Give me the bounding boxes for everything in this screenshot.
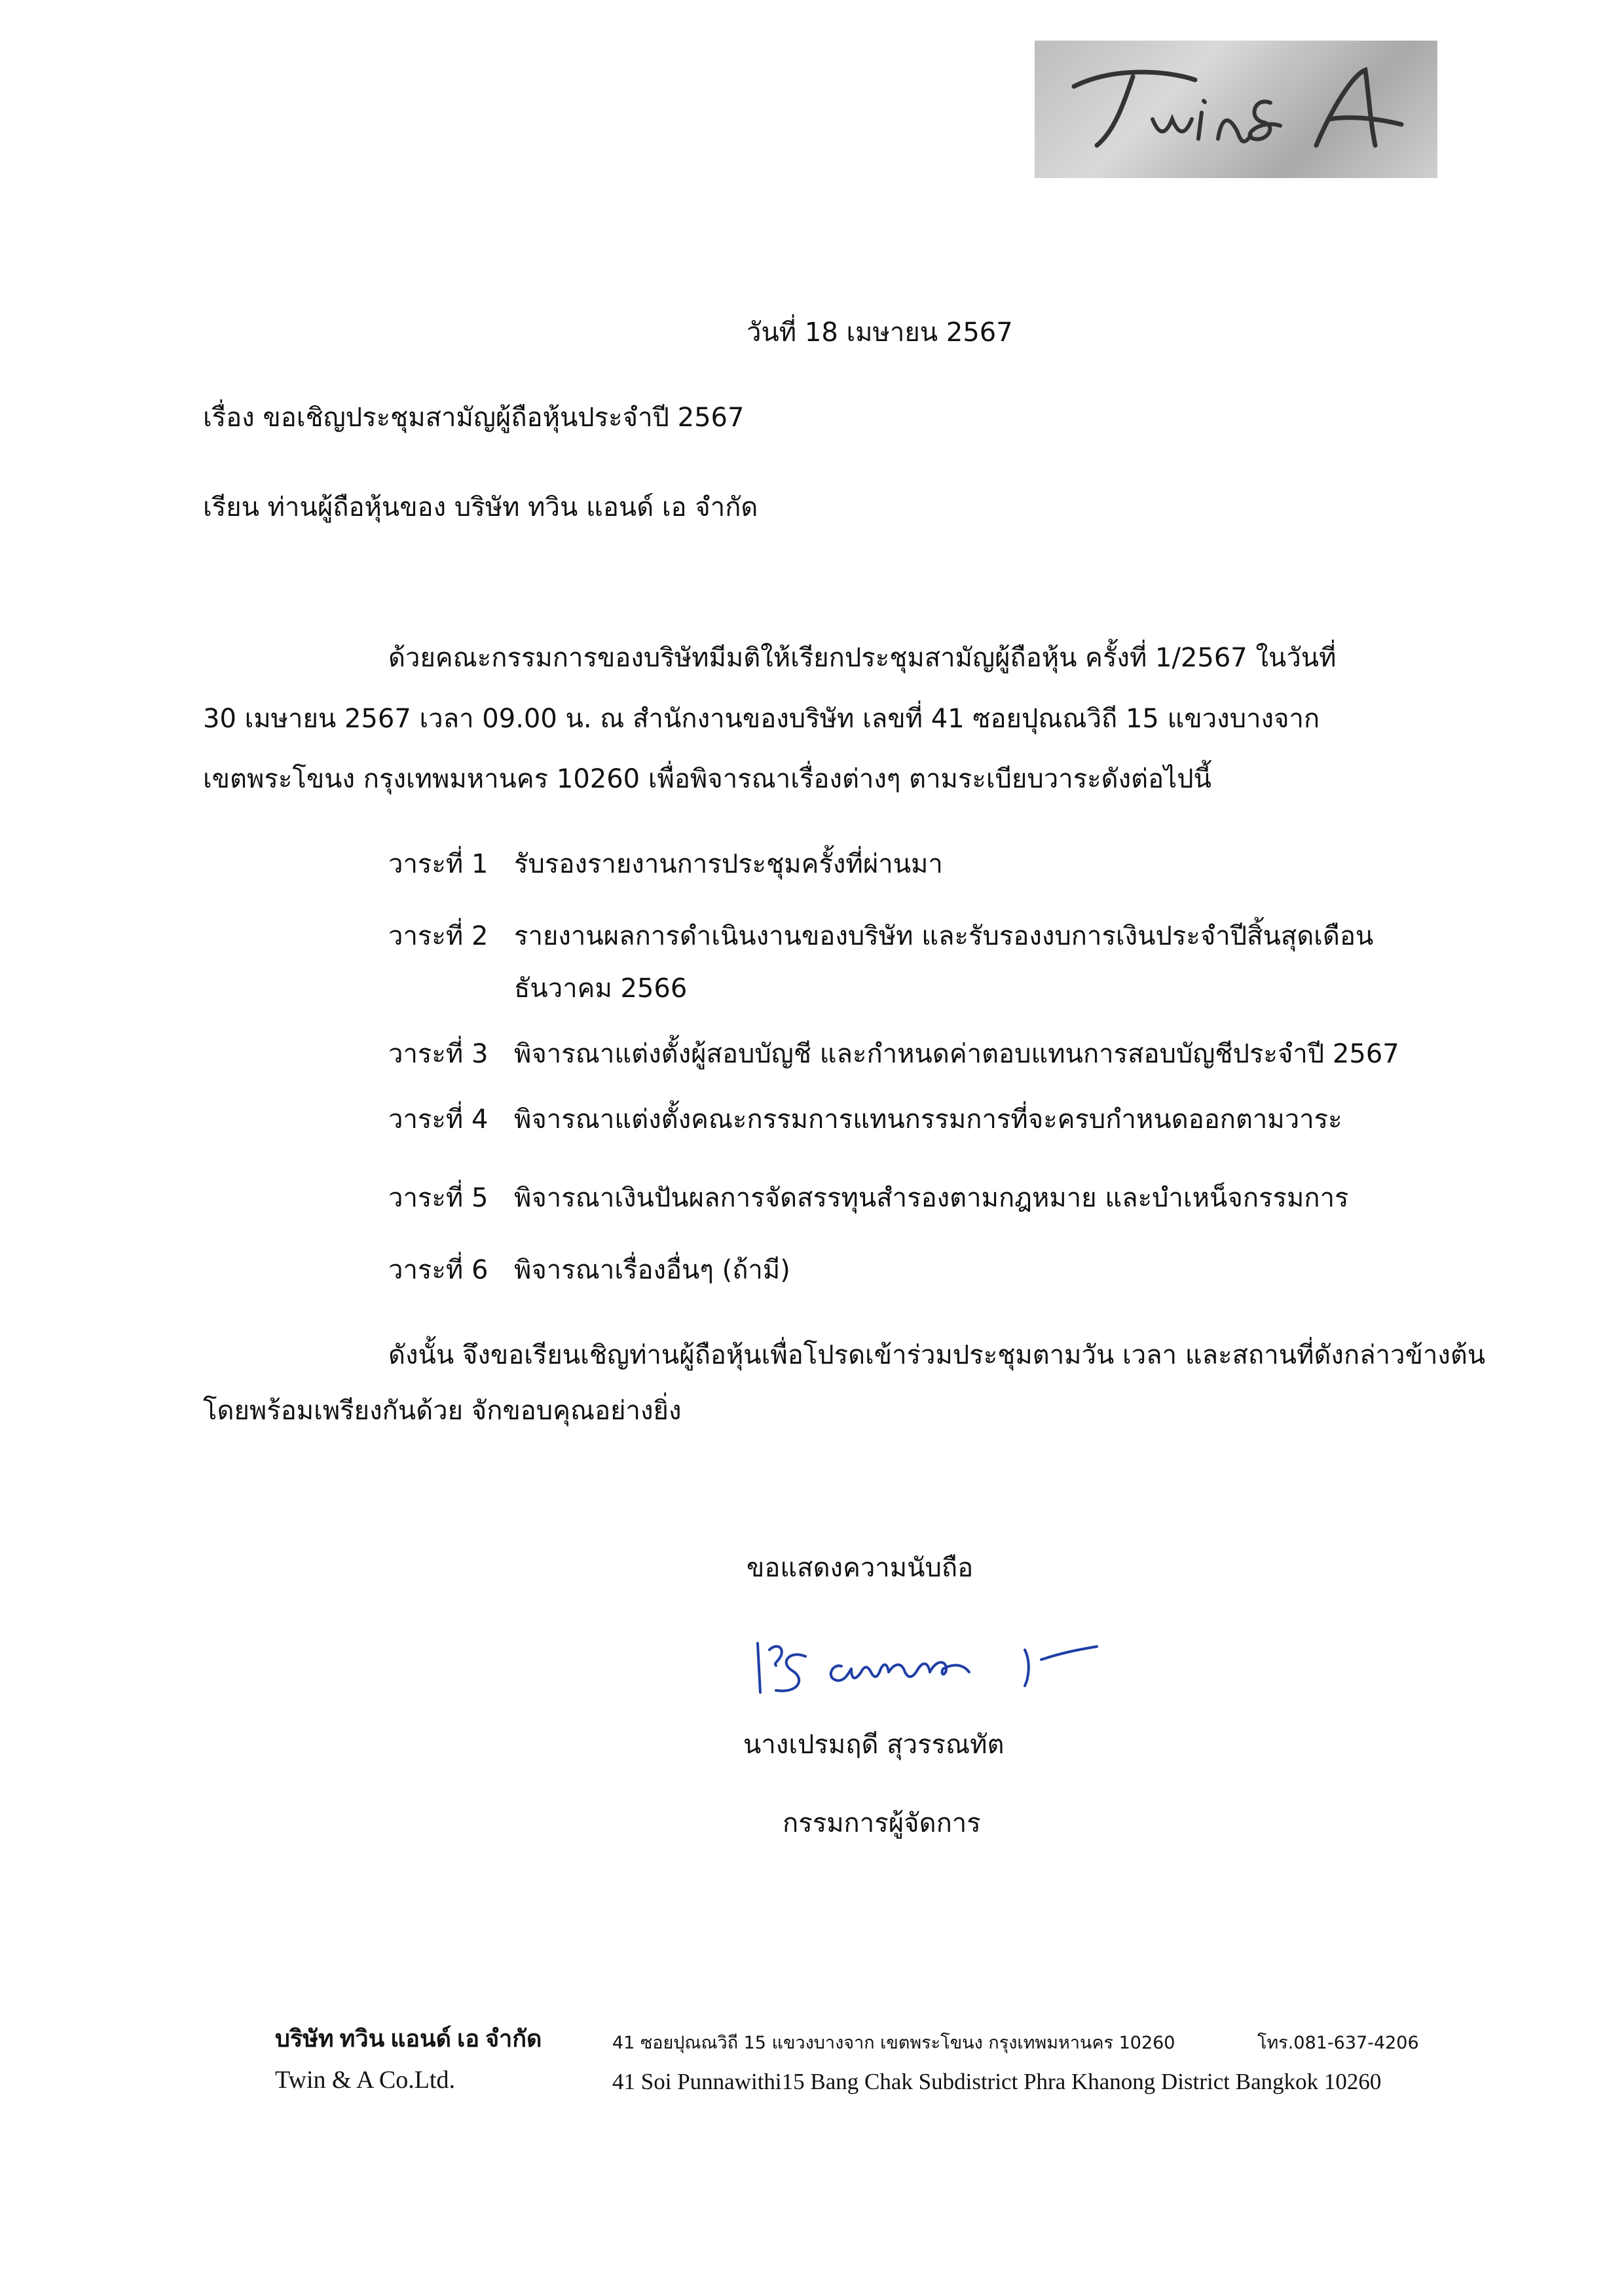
- signer-title: กรรมการผู้จัดการ: [783, 1808, 981, 1838]
- agenda-text: รายงานผลการดำเนินงานของบริษัท และรับรองงบการเงินประจำปีสิ้นสุดเดือน: [514, 921, 1374, 951]
- closing-paragraph-line: โดยพร้อมเพรียงกันด้วย จักขอบคุณอย่างยิ่ง: [203, 1396, 682, 1426]
- agenda-text: พิจารณาแต่งตั้งคณะกรรมการแทนกรรมการที่จะครบกำหนดออกตามวาระ: [514, 1104, 1342, 1135]
- footer-address-thai: 41 ซอยปุณณวิถี 15 แขวงบางจาก เขตพระโขนง กรุงเทพมหานคร 10260: [612, 2033, 1175, 2053]
- agenda-text: พิจารณาเรื่องอื่นๆ (ถ้ามี): [514, 1255, 790, 1285]
- letter-subject: เรื่อง ขอเชิญประชุมสามัญผู้ถือหุ้นประจำปี 2567: [203, 403, 745, 433]
- logo-lettering-icon: [1035, 41, 1437, 178]
- closing-paragraph-line: ดังนั้น จึงขอเรียนเชิญท่านผู้ถือหุ้นเพื่อโปรดเข้าร่วมประชุมตามวัน เวลา และสถานที่ดังกล่าวข้างต้น: [388, 1340, 1486, 1370]
- signer-name: นางเปรมฤดี สุวรรณทัต: [743, 1730, 1005, 1760]
- agenda-number: วาระที่ 2: [388, 921, 489, 951]
- agenda-number: วาระที่ 4: [388, 1104, 489, 1135]
- body-paragraph-line: ด้วยคณะกรรมการของบริษัทมีมติให้เรียกประชุมสามัญผู้ถือหุ้น ครั้งที่ 1/2567 ในวันที่: [388, 643, 1337, 673]
- agenda-text-continuation: ธันวาคม 2566: [514, 974, 688, 1004]
- footer-phone: โทร.081-637-4206: [1257, 2033, 1419, 2053]
- company-logo: [1035, 41, 1437, 178]
- footer-company-name-english: Twin & A Co.Ltd.: [275, 2066, 455, 2094]
- agenda-number: วาระที่ 3: [388, 1039, 489, 1069]
- body-paragraph-line: เขตพระโขนง กรุงเทพมหานคร 10260 เพื่อพิจารณาเรื่องต่างๆ ตามระเบียบวาระดังต่อไปนี้: [203, 764, 1212, 794]
- footer-company-name-thai: บริษัท ทวิน แอนด์ เอ จำกัด: [275, 2026, 542, 2052]
- agenda-number: วาระที่ 6: [388, 1255, 489, 1285]
- agenda-text: พิจารณาเงินปันผลการจัดสรรทุนสำรองตามกฎหมาย และบำเหน็จกรรมการ: [514, 1183, 1349, 1213]
- agenda-text: รับรองรายงานการประชุมครั้งที่ผ่านมา: [514, 849, 943, 879]
- handwritten-signature: [743, 1630, 1110, 1709]
- agenda-number: วาระที่ 5: [388, 1183, 489, 1213]
- agenda-text: พิจารณาแต่งตั้งผู้สอบบัญชี และกำหนดค่าตอบแทนการสอบบัญชีประจำปี 2567: [514, 1039, 1399, 1069]
- agenda-number: วาระที่ 1: [388, 849, 489, 879]
- body-paragraph-line: 30 เมษายน 2567 เวลา 09.00 น. ณ สำนักงานของบริษัท เลขที่ 41 ซอยปุณณวิถี 15 แขวงบางจาก: [203, 704, 1320, 734]
- letter-date: วันที่ 18 เมษายน 2567: [747, 318, 1013, 348]
- letter-recipient: เรียน ท่านผู้ถือหุ้นของ บริษัท ทวิน แอนด์ เอ จำกัด: [203, 492, 758, 522]
- complimentary-close: ขอแสดงความนับถือ: [747, 1553, 974, 1583]
- footer-address-english: 41 Soi Punnawithi15 Bang Chak Subdistrict Phra Khanong District Bangkok 10260: [612, 2069, 1382, 2094]
